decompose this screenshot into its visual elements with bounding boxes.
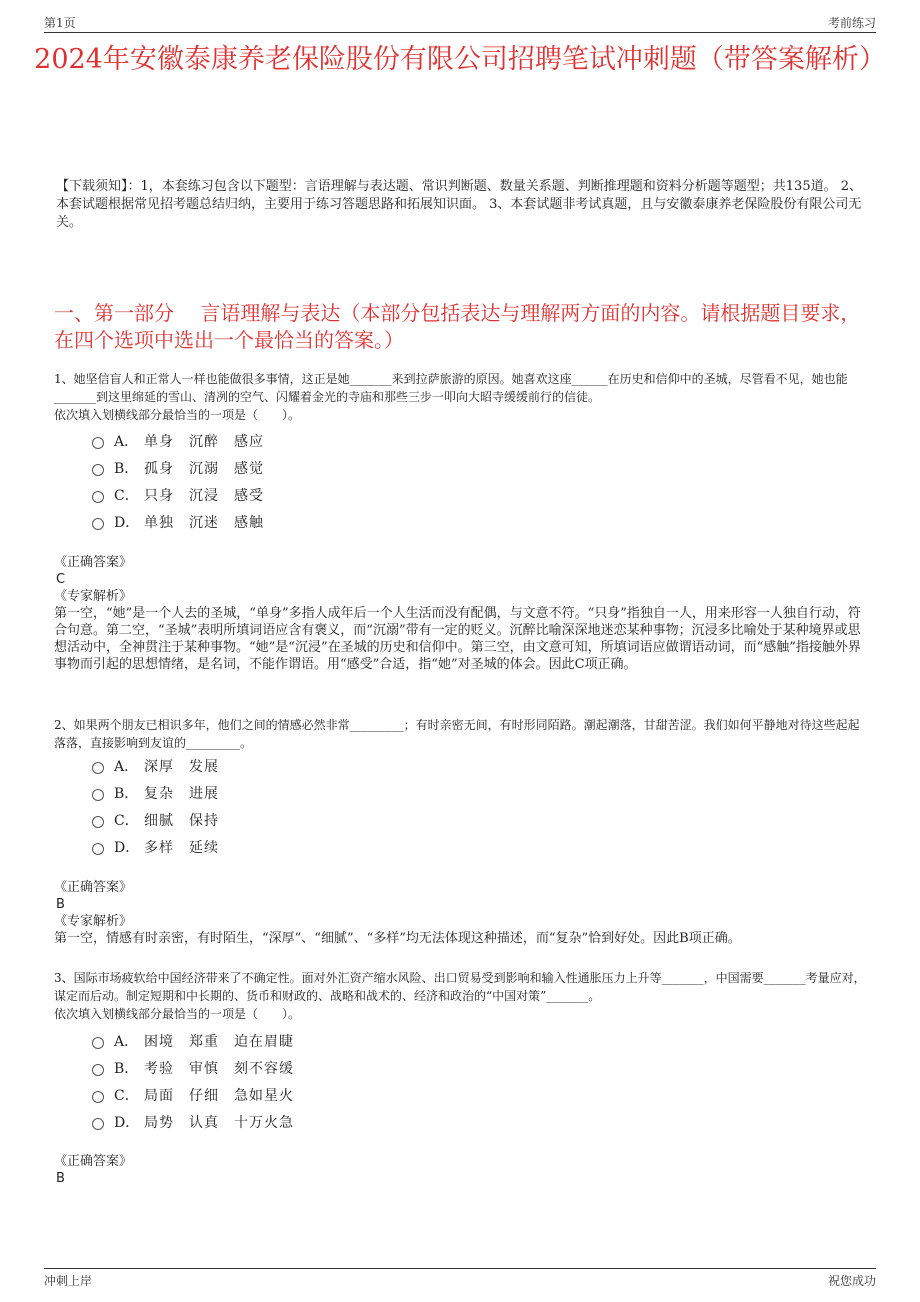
document-title: 2024年安徽泰康养老保险股份有限公司招聘笔试冲刺题（带答案解析） [34, 44, 886, 75]
question-1-options [92, 427, 264, 535]
page-number: 第1页 [44, 16, 76, 30]
answer-value: B [56, 897, 65, 912]
option-c[interactable]: C． 细腻 保持 [92, 806, 219, 833]
radio-icon[interactable] [92, 491, 104, 503]
radio-icon[interactable] [92, 518, 104, 530]
radio-icon[interactable] [92, 1118, 104, 1130]
option-c[interactable]: C． 只身 沉浸 感受 [92, 481, 264, 508]
option-d[interactable]: D． 多样 延续 [92, 833, 219, 860]
question-1-answer-block [54, 554, 870, 673]
answer-label: 《正确答案》 [54, 1154, 133, 1169]
radio-icon[interactable] [92, 1064, 104, 1076]
question-2-options [92, 752, 219, 860]
radio-icon[interactable] [92, 789, 104, 801]
option-b[interactable]: B． 孤身 沉溺 感觉 [92, 454, 264, 481]
footer-left: 冲刺上岸 [44, 1274, 93, 1288]
download-notice: 【下载须知】：1，本套练习包含以下题型：言语理解与表达题、常识判断题、数量关系题、判断推理题和资料分析题等题型；共135道。 2、本套试题根据常见招考题总结归纳，主要用于练习答题思路和拓展知识面。 3、本套试题非考试真题，且与安徽泰康养老保险股份有限公司无关。 [56, 179, 862, 230]
question-3 [54, 969, 870, 1023]
option-a[interactable]: A． 深厚 发展 [92, 752, 219, 779]
radio-icon[interactable] [92, 762, 104, 774]
footer-right: 祝您成功 [827, 1274, 876, 1288]
question-1-text: 1、她坚信盲人和正常人一样也能做很多事情，这正是她_______来到拉萨旅游的原因。她喜欢这座______在历史和信仰中的圣城，尽管看不见，她也能_______到这里绵延的雪山、清冽的空气、闪耀着金光的寺庙和那些三步一叩向大昭寺缓缓前行的信徒。 [54, 372, 848, 404]
question-1 [54, 370, 870, 424]
analysis-label: 《专家解析》 [54, 589, 133, 604]
answer-label: 《正确答案》 [54, 880, 133, 895]
radio-icon[interactable] [92, 1037, 104, 1049]
header-tag: 考前练习 [827, 16, 876, 30]
question-1-prompt: 依次填入划横线部分最恰当的一项是（ ）。 [54, 408, 301, 422]
radio-icon[interactable] [92, 843, 104, 855]
question-2 [54, 716, 870, 752]
question-2-text: 2、如果两个朋友已相识多年，他们之间的情感必然非常_________；有时亲密无间，有时形同陌路。潮起潮落，甘甜苦涩。我们如何平静地对待这些起起落落，直接影响到友谊的_________。 [54, 718, 860, 750]
radio-icon[interactable] [92, 1091, 104, 1103]
radio-icon[interactable] [92, 437, 104, 449]
radio-icon[interactable] [92, 464, 104, 476]
option-c[interactable]: C． 局面 仔细 急如星火 [92, 1081, 294, 1108]
page-footer [44, 1268, 876, 1289]
option-b[interactable]: B． 考验 审慎 刻不容缓 [92, 1054, 294, 1081]
option-d[interactable]: D． 局势 认真 十万火急 [92, 1108, 294, 1135]
answer-label: 《正确答案》 [54, 555, 133, 570]
answer-value: C [56, 572, 66, 587]
option-a[interactable]: A． 单身 沉醉 感应 [92, 427, 264, 454]
analysis-text: 第一空，“她”是一个人去的圣城，“单身”多指人成年后一个人生活而没有配偶，与文意不符。“只身”指独自一人，用来形容一人独自行动，符合句意。第二空，“圣城”表明所填词语应含有褒义，而“沉溺”带有一定的贬义。沉醉比喻深深地迷恋某种事物；沉浸多比喻处于某种境界或思想活动中，全神贯注于某种事物。“她”是“沉浸”在圣城的历史和信仰中。第三空，由文意可知，所填词语应做谓语动词，而“感触”指接触外界事物而引起的思想情绪，是名词，不能作谓语。用“感受”合适，指“她”对圣城的体会。因此C项正确。 [54, 606, 861, 672]
option-a[interactable]: A． 困境 郑重 迫在眉睫 [92, 1027, 294, 1054]
question-3-options [92, 1027, 294, 1135]
question-3-text: 3、国际市场疲软给中国经济带来了不确定性。面对外汇资产缩水风险、出口贸易受到影响和输入性通胀压力上升等_______，中国需要_______考量应对，谋定而后动。制定短期和中长期的、货币和财政的、战略和战术的、经济和政治的“中国对策”_______。 [54, 971, 866, 1003]
option-b[interactable]: B． 复杂 进展 [92, 779, 219, 806]
section-heading: 一、第一部分 言语理解与表达（本部分包括表达与理解两方面的内容。请根据题目要求，在四个选项中选出一个最恰当的答案。） [54, 301, 861, 352]
question-2-answer-block [54, 879, 870, 947]
question-3-prompt: 依次填入划横线部分最恰当的一项是（ ）。 [54, 1007, 301, 1021]
page-header [44, 12, 876, 33]
option-d[interactable]: D． 单独 沉迷 感触 [92, 508, 264, 535]
analysis-text: 第一空，情感有时亲密，有时陌生，“深厚”、“细腻”、“多样”均无法体现这种描述，而“复杂”恰到好处。因此B项正确。 [54, 931, 741, 946]
radio-icon[interactable] [92, 816, 104, 828]
analysis-label: 《专家解析》 [54, 914, 133, 929]
question-3-answer-block [54, 1153, 870, 1187]
answer-value: B [56, 1171, 65, 1186]
